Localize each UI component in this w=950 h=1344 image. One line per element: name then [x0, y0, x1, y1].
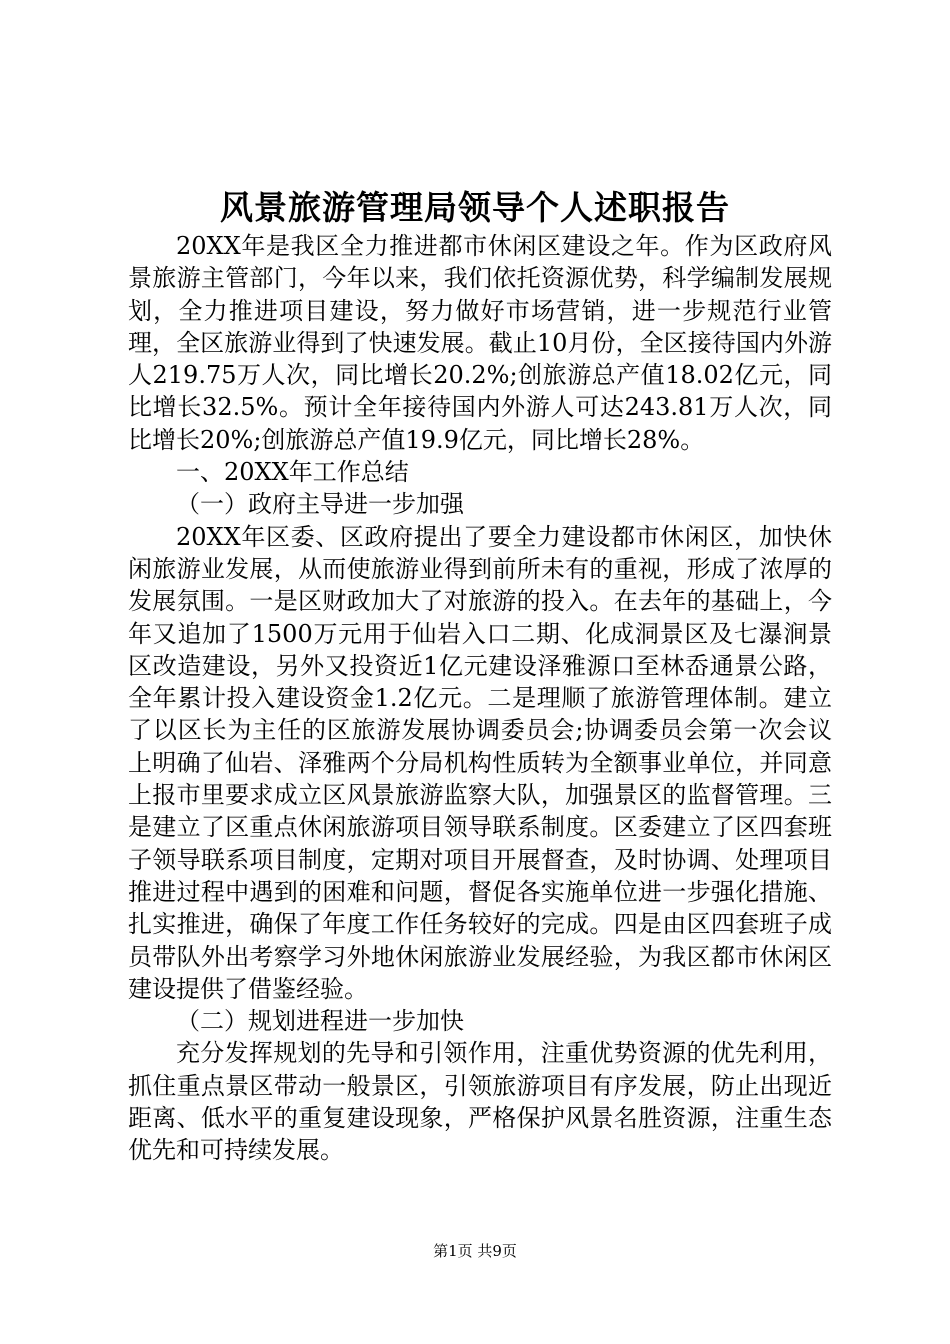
document-title: 风景旅游管理局领导个人述职报告 [220, 188, 730, 227]
government-paragraph: 20XX年区委、区政府提出了要全力建设都市休闲区，加快休闲旅游业发展，从而使旅游业得到前所未有的重视，形成了浓厚的发展氛围。一是区财政加大了对旅游的投入。在去年的基础上，今年又追加了1500万元用于仙岩入口二期、化成洞景区及七瀑涧景区改造建设，另外又投资近1亿元建设泽雅源口至林岙通景公路，全年累计投入建设资金1.2亿元。二是理顺了旅游管理体制。建立了以区长为主任的区旅游发展协调委员会;协调委员会第一次会议上明确了仙岩、泽雅两个分局机构性质转为全额事业单位，并同意上报市里要求成立区风景旅游监察大队，加强景区的监督管理。三是建立了区重点休闲旅游项目领导联系制度。区委建立了区四套班子领导联系项目制度，定期对项目开展督查，及时协调、处理项目推进过程中遇到的困难和问题，督促各实施单位进一步强化措施、扎实推进，确保了年度工作任务较好的完成。四是由区四套班子成员带队外出考察学习外地休闲旅游业发展经验，为我区都市休闲区建设提供了借鉴经验。 [128, 522, 832, 1003]
subsection-heading-government: （一）政府主导进一步加强 [176, 490, 464, 519]
subsection-heading-planning: （二）规划进程进一步加快 [176, 1007, 464, 1036]
planning-paragraph: 充分发挥规划的先导和引领作用，注重优势资源的优先利用，抓住重点景区带动一般景区，引领旅游项目有序发展，防止出现近距离、低水平的重复建设现象，严格保护风景名胜资源，注重生态优先和可持续发展。 [128, 1039, 832, 1165]
page-number-footer: 第1页 共9页 [433, 1242, 517, 1260]
intro-paragraph: 20XX年是我区全力推进都市休闲区建设之年。作为区政府风景旅游主管部门，今年以来，我们依托资源优势，科学编制发展规划，全力推进项目建设，努力做好市场营销，进一步规范行业管理，全区旅游业得到了快速发展。截止10月份，全区接待国内外游人219.75万人次，同比增长20.2%;创旅游总产值18.02亿元，同比增长32.5%。预计全年接待国内外游人可达243.81万人次，同比增长20%;创旅游总产值19.9亿元，同比增长28%。 [128, 232, 832, 454]
document-body [128, 230, 832, 1167]
section-heading-summary: 一、20XX年工作总结 [176, 458, 409, 487]
